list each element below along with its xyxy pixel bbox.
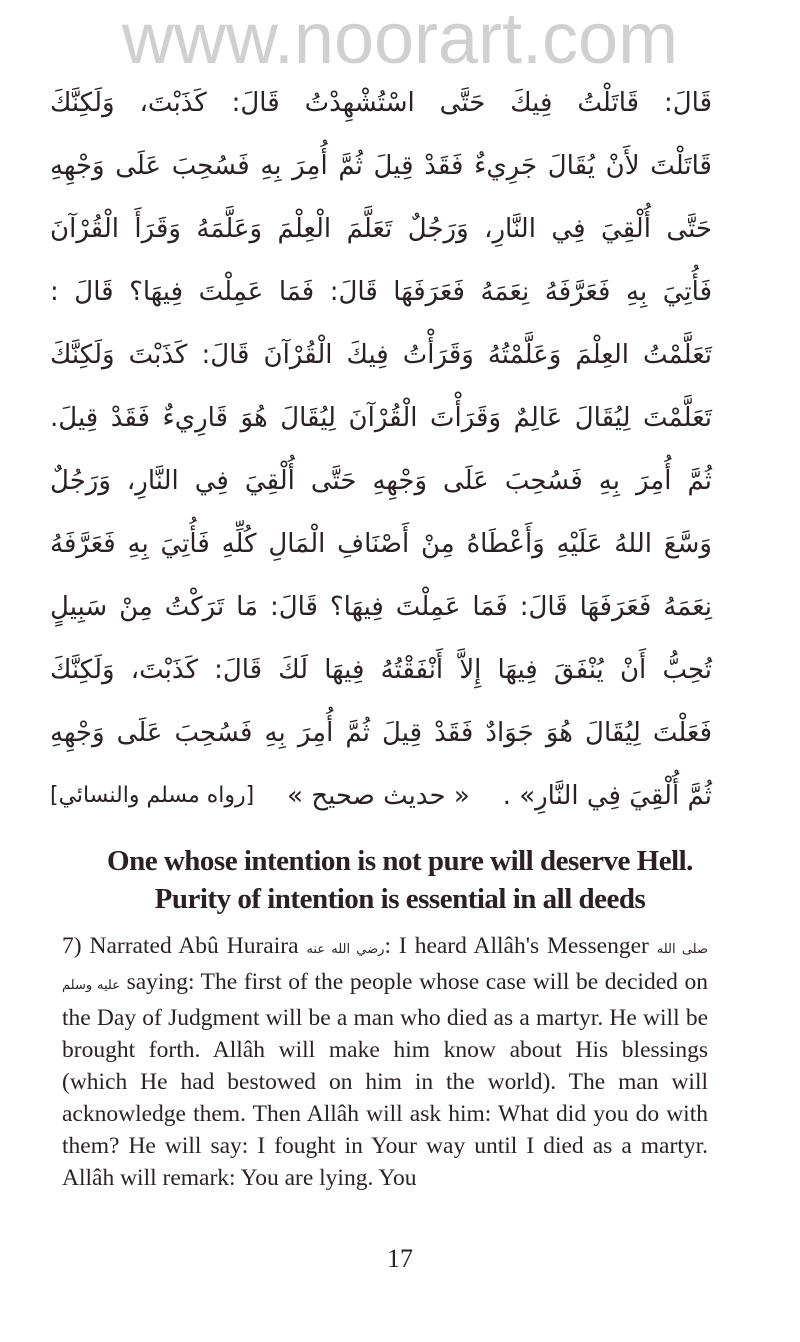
section-heading-line1: One whose intention is not pure will deserve Hell.: [107, 845, 693, 877]
watermark: www.noorart.com: [121, 0, 679, 79]
hadith-source: [رواه مسلم والنسائي]: [50, 783, 255, 808]
arabic-line: تُحِبُّ أَنْ يُنْفَقَ فِيهَا إِلاَّ أَنْفَقْتُهُ فِيهَا لَكَ قَالَ: كَذَبْتَ، وَلَكِنَّكَ: [50, 655, 712, 685]
section-heading-line2: Purity of intention is essential in all deeds: [154, 883, 646, 915]
arabic-line: تَعَلَّمْتَ لِيُقَالَ عَالِمٌ وَقَرَأْتَ الْقُرْآنَ لِيُقَالَ هُوَ قَارِيءٌ فَقَدْ قِيلَ.: [50, 403, 712, 433]
section-heading: [0, 842, 800, 918]
arabic-line: ثُمَّ أُمِرَ بِهِ فَسُحِبَ عَلَى وَجْهِهِ حَتَّى أُلْقِيَ فِي النَّارِ، وَرَجُلٌ: [50, 466, 712, 496]
honorific-radiallahu-anhu: رضي الله عنه: [306, 942, 385, 957]
arabic-line: وَسَّعَ اللهُ عَلَيْهِ وَأَعْطَاهُ مِنْ أَصْنَافِ الْمَالِ كُلِّهِ فَأُتِيَ بِهِ فَعَرَّفَهُ: [50, 529, 712, 559]
arabic-line: فَعَلْتَ لِيُقَالَ هُوَ جَوَادٌ فَقَدْ قِيلَ ثُمَّ أُمِرَ بِهِ فَسُحِبَ عَلَى وَجْهِهِ: [50, 718, 712, 748]
body-text: 7) Narrated Abû Huraira: [62, 933, 307, 959]
arabic-text: ثُمَّ أُلْقِيَ فِي النَّارِ» .: [502, 781, 712, 811]
body-text: saying: The first of the people whose case will be decided on the Day of Judgment will be a man who died as a martyr. He will be brought forth. Allâh will make him know about His blessings (which He had bestowed on him in the world). The man will acknowledge them. Then Allâh will ask him: What did you do with them? He will say: I fought in Your way until I died as a martyr. Allâh will remark: You are lying. You: [62, 969, 708, 1191]
arabic-line: تَعَلَّمْتُ العِلْمَ وَعَلَّمْتُهُ وَقَرَأْتُ فِيكَ الْقُرْآنَ قَالَ: كَذَبْتَ وَلَكِنَّكَ: [50, 340, 712, 370]
hadith-translation: [62, 930, 708, 1194]
arabic-line: قَاتَلْتَ لأَنْ يُقَالَ جَرِيءٌ فَقَدْ قِيلَ ثُمَّ أُمِرَ بِهِ فَسُحِبَ عَلَى وَجْهِهِ: [50, 151, 712, 181]
arabic-line: قَالَ: قَاتَلْتُ فِيكَ حَتَّى اسْتُشْهِدْتُ قَالَ: كَذَبْتَ، وَلَكِنَّكَ: [50, 88, 712, 118]
arabic-hadith-text: [50, 0, 712, 836]
arabic-line: فَأُتِيَ بِهِ فَعَرَّفَهُ نِعَمَهُ فَعَرَفَهَا قَالَ: فَمَا عَمِلْتَ فِيهَا؟ قَالَ :: [50, 277, 712, 307]
body-text: : I heard Allâh's Messenger: [384, 933, 657, 959]
arabic-line: نِعَمَهُ فَعَرَفَهَا قَالَ: فَمَا عَمِلْتَ فِيهَا؟ قَالَ: مَا تَرَكْتُ مِنْ سَبِيلٍ: [50, 592, 712, 622]
page-number: 17: [387, 1244, 413, 1273]
hadith-grading: « حديث صحيح »: [287, 781, 470, 811]
arabic-line: حَتَّى أُلْقِيَ فِي النَّارِ، وَرَجُلٌ تَعَلَّمَ الْعِلْمَ وَعَلَّمَهُ وَقَرَأَ الْقُرْآنَ: [50, 214, 712, 244]
arabic-last-line: [50, 773, 712, 836]
honorific-salallahu-alaihi-wasallam: صلى الله عليه وسلم: [62, 942, 708, 993]
